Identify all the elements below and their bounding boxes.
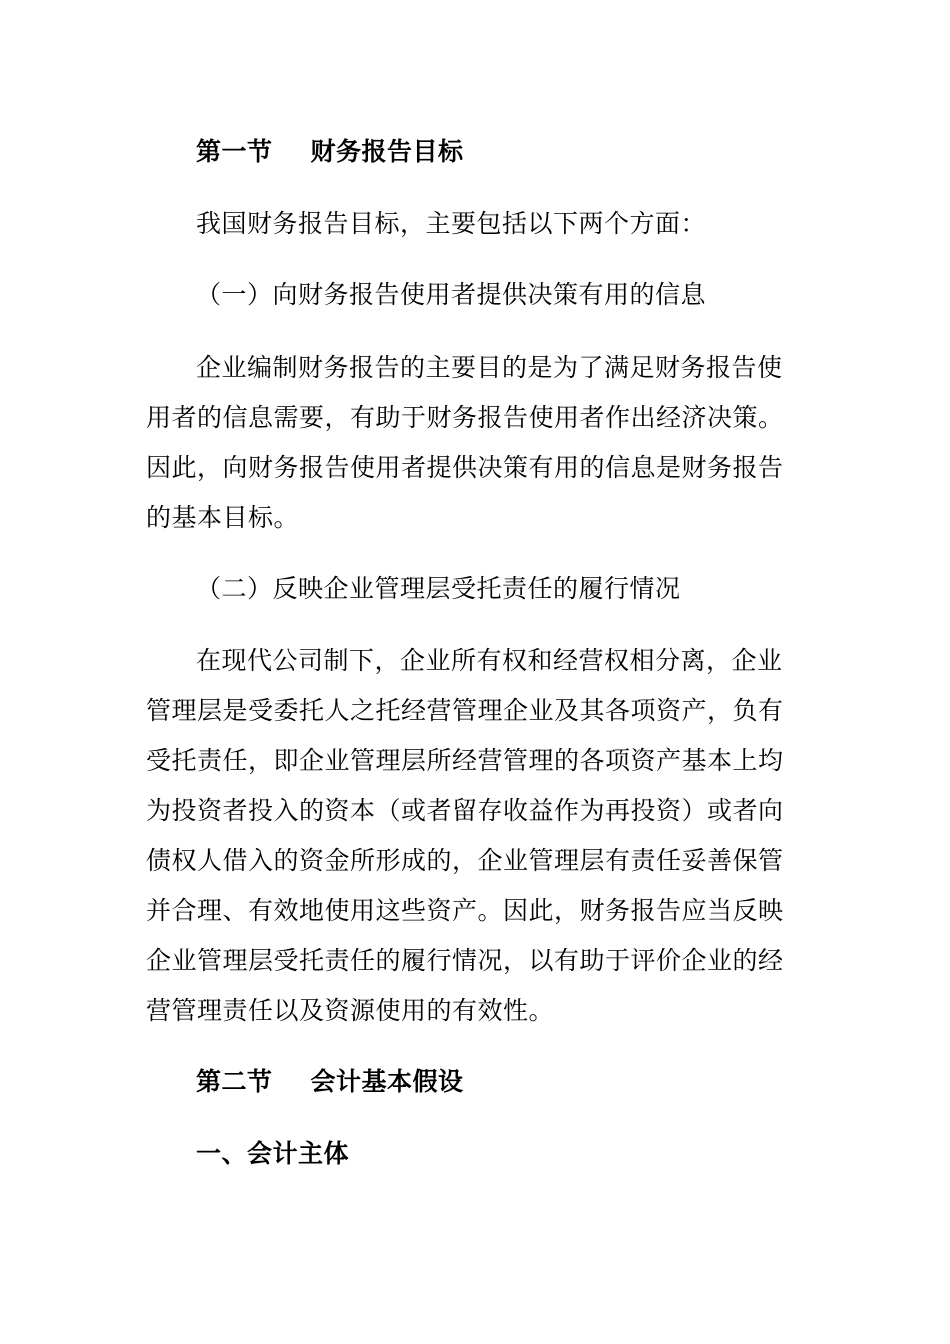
section2-heading xyxy=(196,1067,464,1097)
para2-line: 管理层是受委托人之托经营管理企业及其各项资产，负有 xyxy=(146,696,784,725)
para2-line: 企业管理层受托责任的履行情况，以有助于评价企业的经 xyxy=(146,946,784,975)
para1-line: 用者的信息需要，有助于财务报告使用者作出经济决策。 xyxy=(146,403,784,432)
para1-line: 的基本目标。 xyxy=(146,503,300,532)
para2-line: 并合理、有效地使用这些资产。因此，财务报告应当反映 xyxy=(146,896,784,925)
intro-text: 我国财务报告目标，主要包括以下两个方面： xyxy=(196,209,707,238)
sub1-heading: （一）向财务报告使用者提供决策有用的信息 xyxy=(196,280,707,309)
para1-line: 企业编制财务报告的主要目的是为了满足财务报告使 xyxy=(196,353,783,382)
subsection1-heading: 一、会计主体 xyxy=(196,1139,350,1168)
section2-number: 第二节 xyxy=(196,1067,273,1096)
para2-line: 受托责任，即企业管理层所经营管理的各项资产基本上均 xyxy=(146,746,784,775)
sub2-heading: （二）反映企业管理层受托责任的履行情况 xyxy=(196,574,681,603)
para1-line: 因此，向财务报告使用者提供决策有用的信息是财务报告 xyxy=(146,453,784,482)
para2-line: 在现代公司制下，企业所有权和经营权相分离，企业 xyxy=(196,646,783,675)
para2-line: 债权人借入的资金所形成的，企业管理层有责任妥善保管 xyxy=(146,846,784,875)
section1-heading xyxy=(196,137,464,167)
section1-number: 第一节 xyxy=(196,137,273,166)
para2-line: 为投资者投入的资本（或者留存收益作为再投资）或者向 xyxy=(146,796,784,825)
section2-title: 会计基本假设 xyxy=(310,1067,464,1096)
section1-title: 财务报告目标 xyxy=(310,137,464,166)
para2-line: 营管理责任以及资源使用的有效性。 xyxy=(146,996,555,1025)
